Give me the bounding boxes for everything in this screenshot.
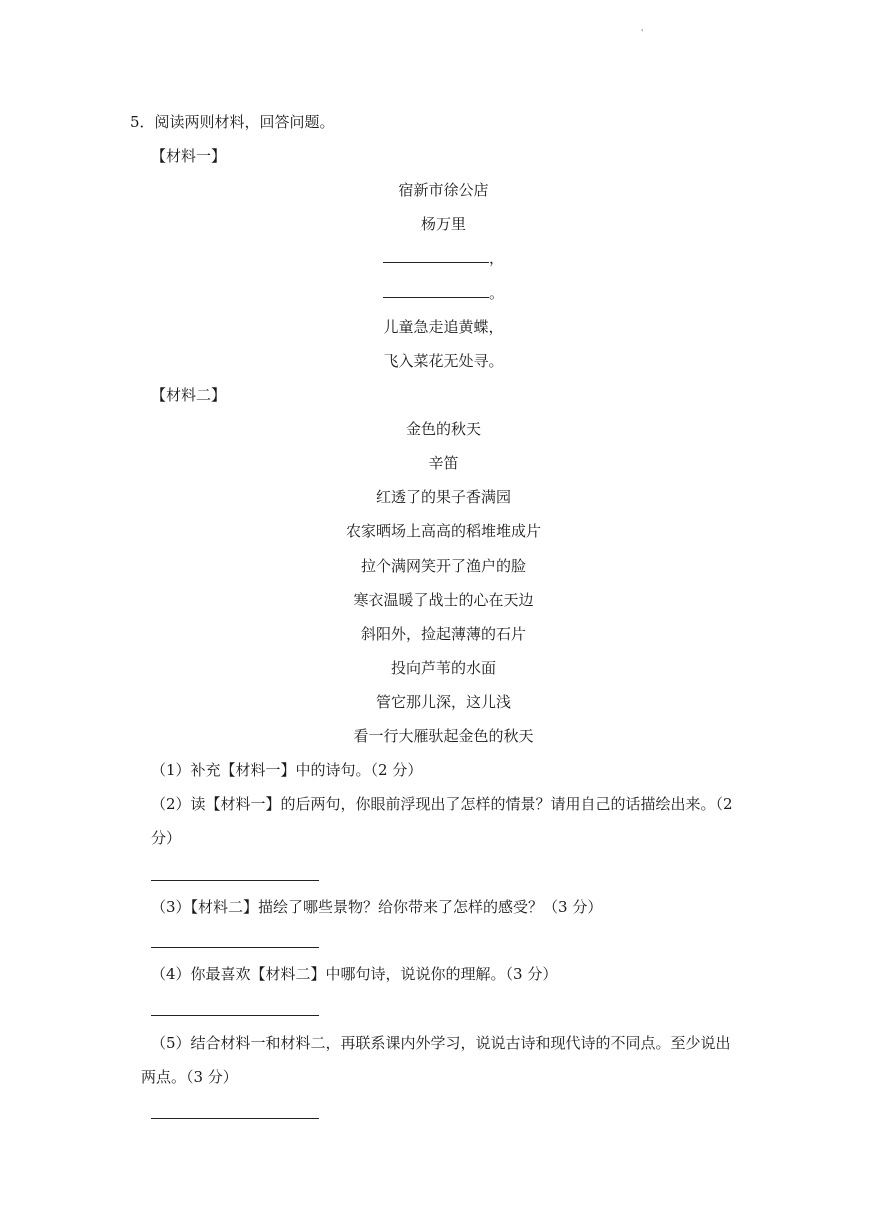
poem1-title: 宿新市徐公店 [398, 181, 489, 199]
material1-label: 【材料一】 [151, 147, 227, 165]
answer-line-3[interactable] [151, 947, 319, 948]
poem2-line: 投向芦苇的水面 [390, 659, 496, 677]
header-mark: ' [641, 28, 644, 37]
poem2-line: 看一行大雁驮起金色的秋天 [353, 727, 534, 745]
sub-question-2-cont: 分） [151, 829, 182, 847]
blank2-punct: 。 [488, 284, 504, 302]
poem2-title: 金色的秋天 [405, 420, 481, 438]
sub-question-4: （4）你最喜欢【材料二】中哪句诗，说说你的理解。（3 分） [151, 965, 558, 983]
poem1-blank-line-1 [0, 248, 869, 268]
poem1-line-3: 儿童急走追黄蝶， [383, 318, 504, 336]
sub-question-5: （5）结合材料一和材料二，再联系课内外学习，说说古诗和现代诗的不同点。至少说出 [151, 1034, 731, 1052]
poem1-blank-line-2 [0, 283, 869, 303]
sub-question-2: （2）读【材料一】的后两句，你眼前浮现出了怎样的情景？请用自己的话描绘出来。（2 [151, 795, 733, 813]
material2-label: 【材料二】 [151, 386, 227, 404]
poem2-line: 农家晒场上高高的稻堆堆成片 [345, 522, 541, 540]
fill-blank-2[interactable] [383, 283, 489, 298]
poem2-line: 红透了的果子香满园 [375, 488, 511, 506]
poem1-author: 杨万里 [420, 215, 466, 233]
sub-question-1: （1）补充【材料一】中的诗句。（2 分） [151, 761, 423, 779]
poem2-line: 寒衣温暖了战士的心在天边 [353, 591, 534, 609]
answer-line-2[interactable] [151, 880, 319, 881]
answer-line-4[interactable] [151, 1015, 319, 1016]
blank1-punct: ， [488, 249, 504, 267]
fill-blank-1[interactable] [383, 248, 489, 263]
question-title: 5．阅读两则材料，回答问题。 [130, 113, 335, 131]
poem2-line: 斜阳外，捡起薄薄的石片 [360, 625, 526, 643]
poem2-line: 拉个满网笑开了渔户的脸 [360, 557, 526, 575]
poem2-author: 辛笛 [428, 454, 459, 472]
poem2-line: 管它那儿深，这儿浅 [375, 693, 511, 711]
sub-question-5-cont: 两点。（3 分） [141, 1068, 238, 1086]
poem1-line-4: 飞入菜花无处寻。 [383, 352, 504, 370]
answer-line-5[interactable] [151, 1118, 319, 1119]
sub-question-3: （3）【材料二】描绘了哪些景物？给你带来了怎样的感受？（3 分） [151, 898, 603, 916]
